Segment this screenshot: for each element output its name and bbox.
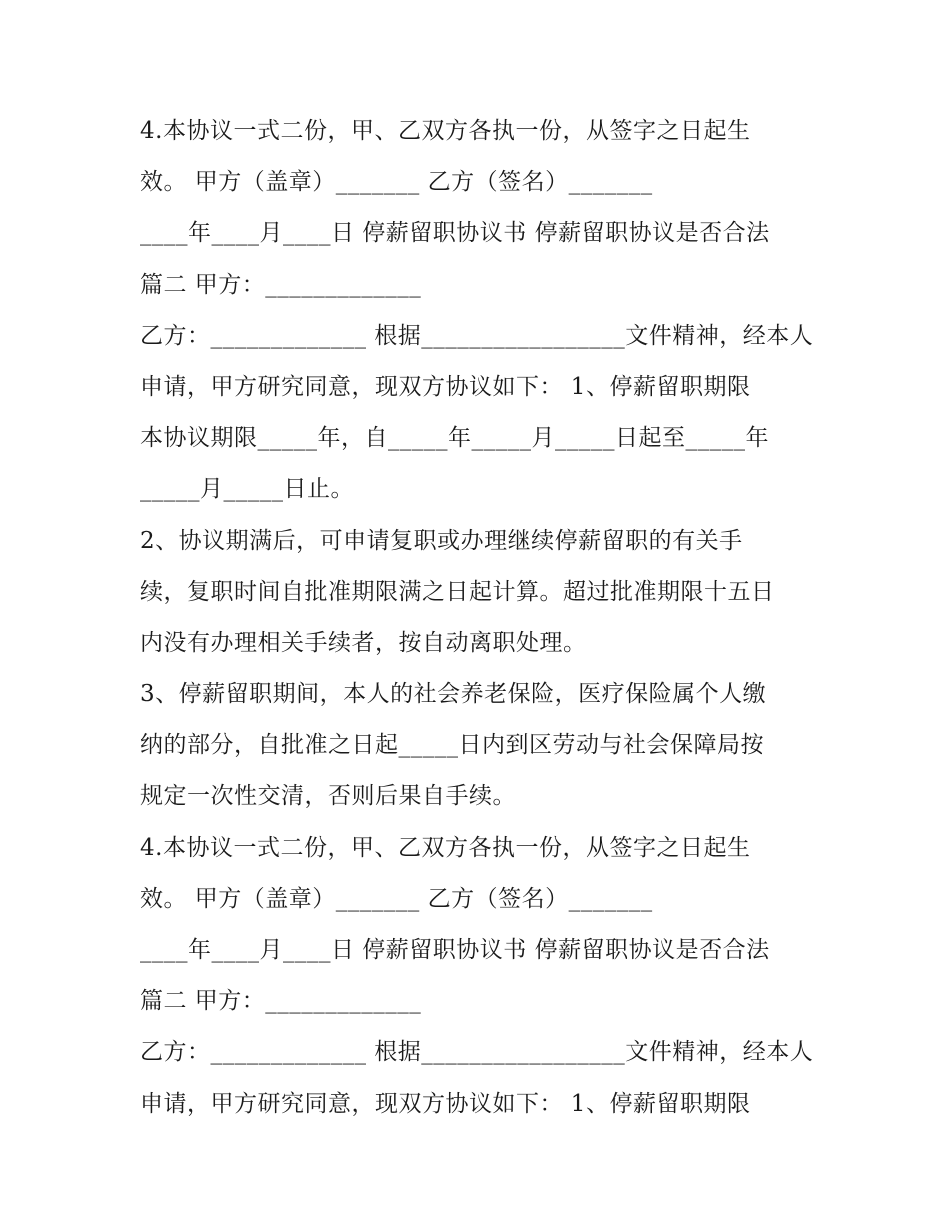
text-line: 4.本协议一式二份，甲、乙双方各执一份，从签字之日起生 xyxy=(140,118,751,144)
text-line: 篇二 甲方：_____________ xyxy=(140,271,422,298)
text-line: 纳的部分，自批准之日起_____日内到区劳动与社会保障局按 xyxy=(140,732,764,759)
text-line: 3、停薪留职期间，本人的社会养老保险，医疗保险属个人缴 xyxy=(140,681,767,708)
text-line: 乙方：_____________ 根据_________________文件精神，经本人 xyxy=(140,1039,814,1066)
text-line: 申请，甲方研究同意，现双方协议如下： 1、停薪留职期限 xyxy=(140,1090,751,1117)
text-line: 乙方：_____________ 根据_________________文件精神，经本人 xyxy=(140,322,814,349)
text-line: 内没有办理相关手续者，按自动离职处理。 xyxy=(140,629,587,656)
document-body xyxy=(140,106,830,1130)
text-line: 效。 甲方（盖章）_______ 乙方（签名）_______ xyxy=(140,169,653,196)
text-line: 续，复职时间自批准期限满之日起计算。超过批准期限十五日 xyxy=(140,578,775,605)
text-line: 本协议期限_____年，自_____年_____月_____日起至_____年 xyxy=(140,425,769,452)
text-line: ____年____月____日 停薪留职协议书 停薪留职协议是否合法 xyxy=(140,937,770,963)
text-line: _____月_____日止。 xyxy=(140,476,354,503)
text-line: 效。 甲方（盖章）_______ 乙方（签名）_______ xyxy=(140,885,653,912)
text-line: 篇二 甲方：_____________ xyxy=(140,988,422,1015)
text-line: 申请，甲方研究同意，现双方协议如下： 1、停薪留职期限 xyxy=(140,373,751,400)
text-line: 规定一次性交清，否则后果自手续。 xyxy=(140,783,516,810)
text-line: 4.本协议一式二份，甲、乙双方各执一份，从签字之日起生 xyxy=(140,834,751,861)
text-line: ____年____月____日 停薪留职协议书 停薪留职协议是否合法 xyxy=(140,220,770,247)
text-line: 2、协议期满后，可申请复职或办理继续停薪留职的有关手 xyxy=(140,527,743,554)
